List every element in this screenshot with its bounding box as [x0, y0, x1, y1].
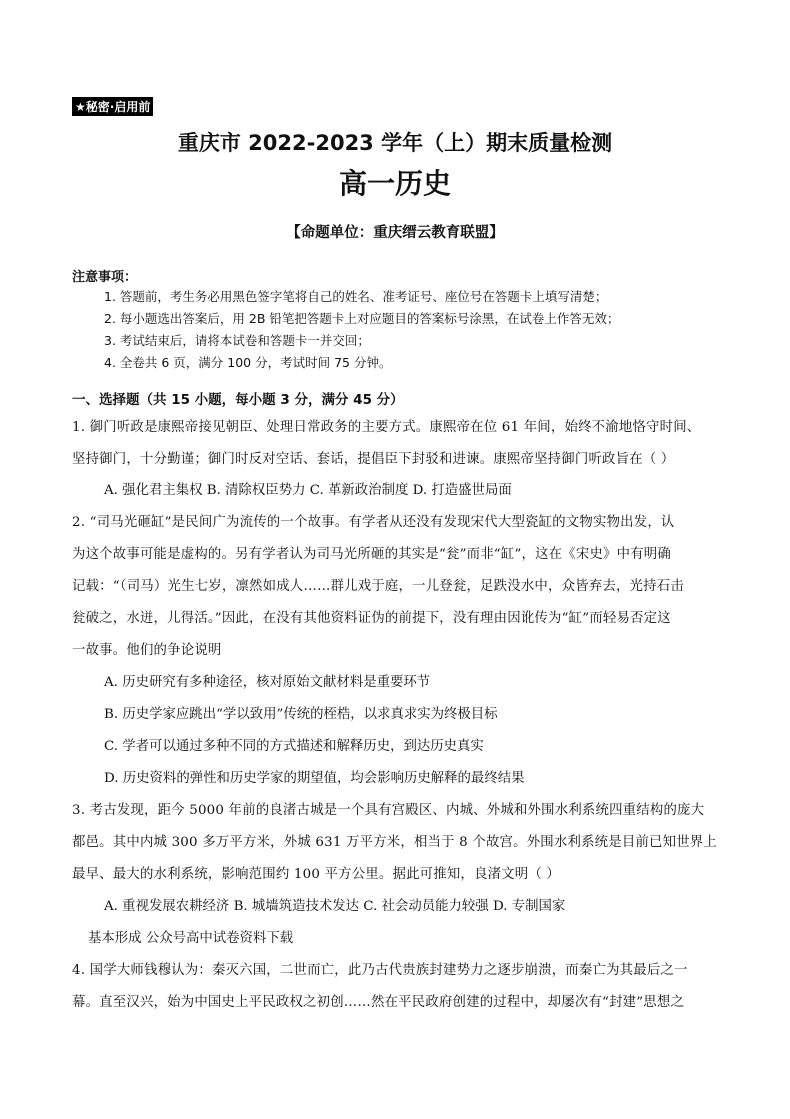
question-2-line: 一故事。他们的争论说明 [72, 643, 222, 658]
subject-title: 高一历史 [338, 167, 451, 200]
question-3-options-cont: 基本形成 公众号高中试卷资料下载 [88, 931, 294, 946]
notice-item: 3. 考试结束后，请将本试卷和答题卡一并交回； [104, 333, 370, 348]
section-heading: 一、选择题（共 15 小题，每小题 3 分，满分 45 分） [72, 392, 404, 408]
question-2-line: 记载：“（司马）光生七岁，凛然如成人……群儿戏于庭，一儿登瓮，足跌没水中，众皆弃去，光持石击 [72, 579, 684, 594]
question-2-line: 瓮破之，水迸，儿得活。”因此，在没有其他资料证伪的前提下，没有理由因讹传为“缸”而轻易否定这 [72, 611, 671, 626]
confidential-badge: ★秘密·启用前 [72, 97, 153, 116]
exam-title: 重庆市 2022-2023 学年（上）期末质量检测 [177, 131, 613, 155]
question-2-line: 2. “司马光砸缸”是民间广为流传的一个故事。有学者从还没有发现宋代大型瓷缸的文物实物出发，认 [72, 515, 675, 530]
question-3-line: 3. 考古发现，距今 5000 年前的良渚古城是一个具有宫殿区、内城、外城和外围水利系统四重结构的庞大 [72, 803, 705, 818]
question-1-options: A. 强化君主集权 B. 清除权臣势力 C. 革新政治制度 D. 打造盛世局面 [104, 483, 512, 498]
question-2-option-b: B. 历史学家应跳出“学以致用”传统的桎梏，以求真求实为终极目标 [104, 707, 498, 722]
question-2-option-a: A. 历史研究有多种途径，核对原始文献材料是重要环节 [104, 675, 431, 690]
question-4-line: 4. 国学大师钱穆认为：秦灭六国，二世而亡，此乃古代贵族封建势力之逐步崩溃，而秦亡为其最后之一 [72, 963, 688, 978]
question-3-line: 都邑。其中内城 300 多万平方米，外城 631 万平方米，相当于 8 个故宫。外围水利系统是目前已知世界上 [72, 835, 717, 850]
question-2-line: 为这个故事可能是虚构的。另有学者认为司马光所砸的其实是“瓮”而非“缸”，这在《宋史》中有明确 [72, 547, 671, 562]
question-2-option-d: D. 历史资料的弹性和历史学家的期望值，均会影响历史解释的最终结果 [104, 771, 525, 786]
notice-heading: 注意事项： [72, 270, 138, 285]
question-1-line: 坚持御门，十分勤谨；御门时反对空话、套话，提倡臣下封驳和进谏。康熙帝坚持御门听政旨在（ ） [72, 452, 675, 467]
question-2-option-c: C. 学者可以通过多种不同的方式描述和解释历史，到达历史真实 [104, 739, 484, 754]
author-unit: 【命题单位：重庆缙云教育联盟】 [286, 225, 504, 241]
question-3-line: 最早、最大的水利系统，影响范围约 100 平方公里。据此可推知，良渚文明（ ） [72, 867, 561, 882]
notice-item: 1. 答题前，考生务必用黑色签字笔将自己的姓名、准考证号、座位号在答题卡上填写清楚； [104, 289, 608, 304]
question-3-options: A. 重视发展农耕经济 B. 城墙筑造技术发达 C. 社会动员能力较强 D. 专制国家 [104, 899, 566, 914]
question-4-line: 幕。直至汉兴，始为中国史上平民政权之初创……然在平民政府创建的过程中，却屡次有“封建”思想之 [72, 995, 685, 1010]
question-1-line: 1. 御门听政是康熙帝接见朝臣、处理日常政务的主要方式。康熙帝在位 61 年间，始终不渝地恪守时间、 [72, 420, 701, 435]
notice-item: 2. 每小题选出答案后，用 2B 铅笔把答题卡上对应题目的答案标号涂黑，在试卷上作答无效； [104, 311, 620, 326]
notice-item: 4. 全卷共 6 页，满分 100 分，考试时间 75 分钟。 [104, 355, 392, 370]
